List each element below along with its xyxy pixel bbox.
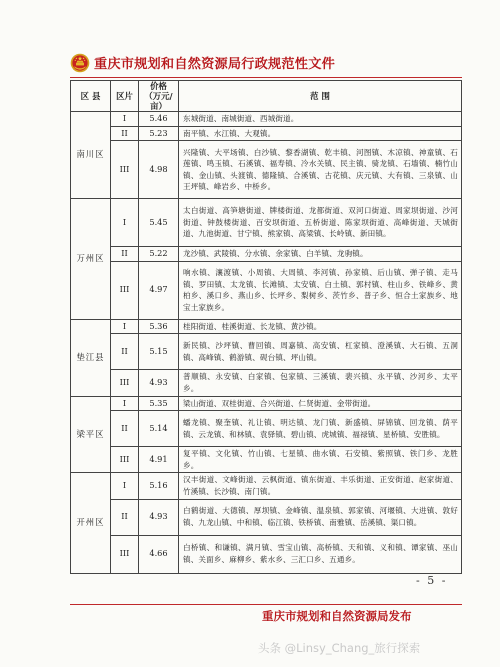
watermark-text: 头条 @Linsy_Chang_旅行探索 [258, 641, 421, 655]
zone-cell: I [111, 319, 139, 334]
header-county: 区 县 [71, 81, 111, 112]
header-price-line1: 价格 [150, 81, 167, 91]
header-zone: 区片 [111, 81, 139, 112]
zone-cell: II [111, 247, 139, 262]
price-cell: 4.93 [139, 499, 179, 535]
table-row [71, 535, 462, 573]
price-cell: 5.14 [139, 411, 179, 447]
national-emblem-icon [70, 53, 90, 73]
table-row [71, 112, 462, 127]
header-price-line2: （万元/亩） [144, 91, 173, 111]
price-cell: 5.35 [139, 396, 179, 411]
page-number: - 5 - [416, 574, 448, 587]
zone-cell: II [111, 126, 139, 141]
price-cell: 5.36 [139, 319, 179, 334]
zone-cell: III [111, 261, 139, 319]
table-row [71, 261, 462, 319]
price-cell: 5.23 [139, 126, 179, 141]
price-cell: 5.45 [139, 199, 179, 247]
header-divider [70, 77, 462, 78]
county-cell: 万州区 [71, 199, 111, 320]
scope-cell: 蟠龙镇、聚奎镇、礼让镇、明达镇、龙门镇、新盛镇、屏锦镇、回龙镇、荫平镇、云龙镇、和林镇、袁驿镇、碧山镇、虎城镇、福禄镇、星桥镇、安胜镇。 [179, 411, 462, 447]
header-price [139, 81, 179, 112]
table-row [71, 396, 462, 411]
zone-cell: III [111, 370, 139, 396]
price-cell: 4.93 [139, 370, 179, 396]
zone-cell: I [111, 112, 139, 127]
price-cell: 5.15 [139, 334, 179, 370]
scope-cell: 梁山街道、双桂街道、合兴街道、仁贤街道、金带街道。 [179, 396, 462, 411]
county-cell: 垫江县 [71, 319, 111, 396]
table-row [71, 499, 462, 535]
zone-cell: I [111, 199, 139, 247]
price-cell: 4.66 [139, 535, 179, 573]
scope-cell: 响水镇、瀼渡镇、小周镇、大周镇、李河镇、孙家镇、后山镇、弹子镇、走马镇、罗田镇、太龙镇、长滩镇、太安镇、白土镇、郭村镇、柱山乡、铁峰乡、黄柏乡、溪口乡、燕山乡、长坪乡、梨树乡、茨竹乡、普子乡、恒合土家族乡、地宝土家族乡。 [179, 261, 462, 319]
price-cell: 4.91 [139, 447, 179, 473]
price-cell: 5.22 [139, 247, 179, 262]
zone-cell: I [111, 396, 139, 411]
table-row [71, 447, 462, 473]
scope-cell: 汉丰街道、文峰街道、云枫街道、镇东街道、丰乐街道、正安街道、赵家街道、竹溪镇、长沙镇、南门镇。 [179, 473, 462, 499]
scope-cell: 龙沙镇、武陵镇、分水镇、余家镇、白羊镇、龙驹镇。 [179, 247, 462, 262]
header-scope: 范 围 [179, 81, 462, 112]
county-cell: 南川区 [71, 112, 111, 199]
document-header-title: 重庆市规划和自然资源局行政规范性文件 [94, 57, 335, 72]
zone-cell: III [111, 447, 139, 473]
county-cell: 梁平区 [71, 396, 111, 473]
table-row [71, 370, 462, 396]
scope-cell: 兴隆镇、大平场镇、白沙镇、黎香湖镇、乾丰镇、河图镇、木凉镇、神童镇、石莲镇、鸣玉镇、石溪镇、福寿镇、冷水关镇、民主镇、骑龙镇、石墙镇、楠竹山镇、金山镇、头渡镇、德隆镇、合溪镇、古花镇、庆元镇、大有镇、三泉镇、山王坪镇、峰岩乡、中桥乡。 [179, 141, 462, 199]
price-cell: 4.97 [139, 261, 179, 319]
table-row [71, 334, 462, 370]
table-row [71, 473, 462, 499]
table-row [71, 141, 462, 199]
price-cell: 5.16 [139, 473, 179, 499]
county-cell: 开州区 [71, 473, 111, 573]
footer-divider [70, 604, 462, 605]
scope-cell: 新民镇、沙坪镇、曹回镇、周嘉镇、高安镇、杠家镇、澄溪镇、大石镇、五洞镇、高峰镇、鹤游镇、砚台镇、坪山镇。 [179, 334, 462, 370]
table-row [71, 319, 462, 334]
document-header [70, 51, 460, 77]
footer-publisher: 重庆市规划和自然资源局发布 [262, 609, 412, 623]
table-row [71, 247, 462, 262]
scope-cell: 复平镇、文化镇、竹山镇、七星镇、曲水镇、石安镇、紫照镇、铁门乡、龙胜乡。 [179, 447, 462, 473]
table-row [71, 199, 462, 247]
zone-cell: III [111, 141, 139, 199]
table-row [71, 411, 462, 447]
zone-cell: II [111, 499, 139, 535]
price-cell: 4.98 [139, 141, 179, 199]
price-cell: 5.46 [139, 112, 179, 127]
scope-cell: 太白街道、高笋塘街道、牌楼街道、龙都街道、双河口街道、周家坝街道、沙河街道、钟鼓楼街道、百安坝街道、五桥街道、陈家坝街道、高峰街道、天城街道、九池街道、甘宁镇、熊家镇、高梁镇、长岭镇、新田镇。 [179, 199, 462, 247]
scope-cell: 南平镇、水江镇、大观镇。 [179, 126, 462, 141]
zone-cell: I [111, 473, 139, 499]
zone-cell: III [111, 535, 139, 573]
table-header-row [71, 81, 462, 112]
scope-cell: 白鹤街道、大德镇、厚坝镇、金峰镇、温泉镇、郭家镇、河堰镇、大进镇、敦好镇、九龙山镇、中和镇、临江镇、铁桥镇、南雅镇、岳溪镇、渠口镇。 [179, 499, 462, 535]
zone-cell: II [111, 411, 139, 447]
scope-cell: 普顺镇、永安镇、白家镇、包家镇、三溪镇、裴兴镇、永平镇、沙河乡、太平乡。 [179, 370, 462, 396]
land-price-table [70, 80, 462, 574]
scope-cell: 东城街道、南城街道、西城街道。 [179, 112, 462, 127]
scope-cell: 白桥镇、和谦镇、满月镇、雪宝山镇、高桥镇、天和镇、义和镇、谭家镇、巫山镇、关面乡、麻柳乡、紫水乡、三汇口乡、五通乡。 [179, 535, 462, 573]
table-row [71, 126, 462, 141]
zone-cell: II [111, 334, 139, 370]
scope-cell: 桂阳街道、桂溪街道、长龙镇、黄沙镇。 [179, 319, 462, 334]
